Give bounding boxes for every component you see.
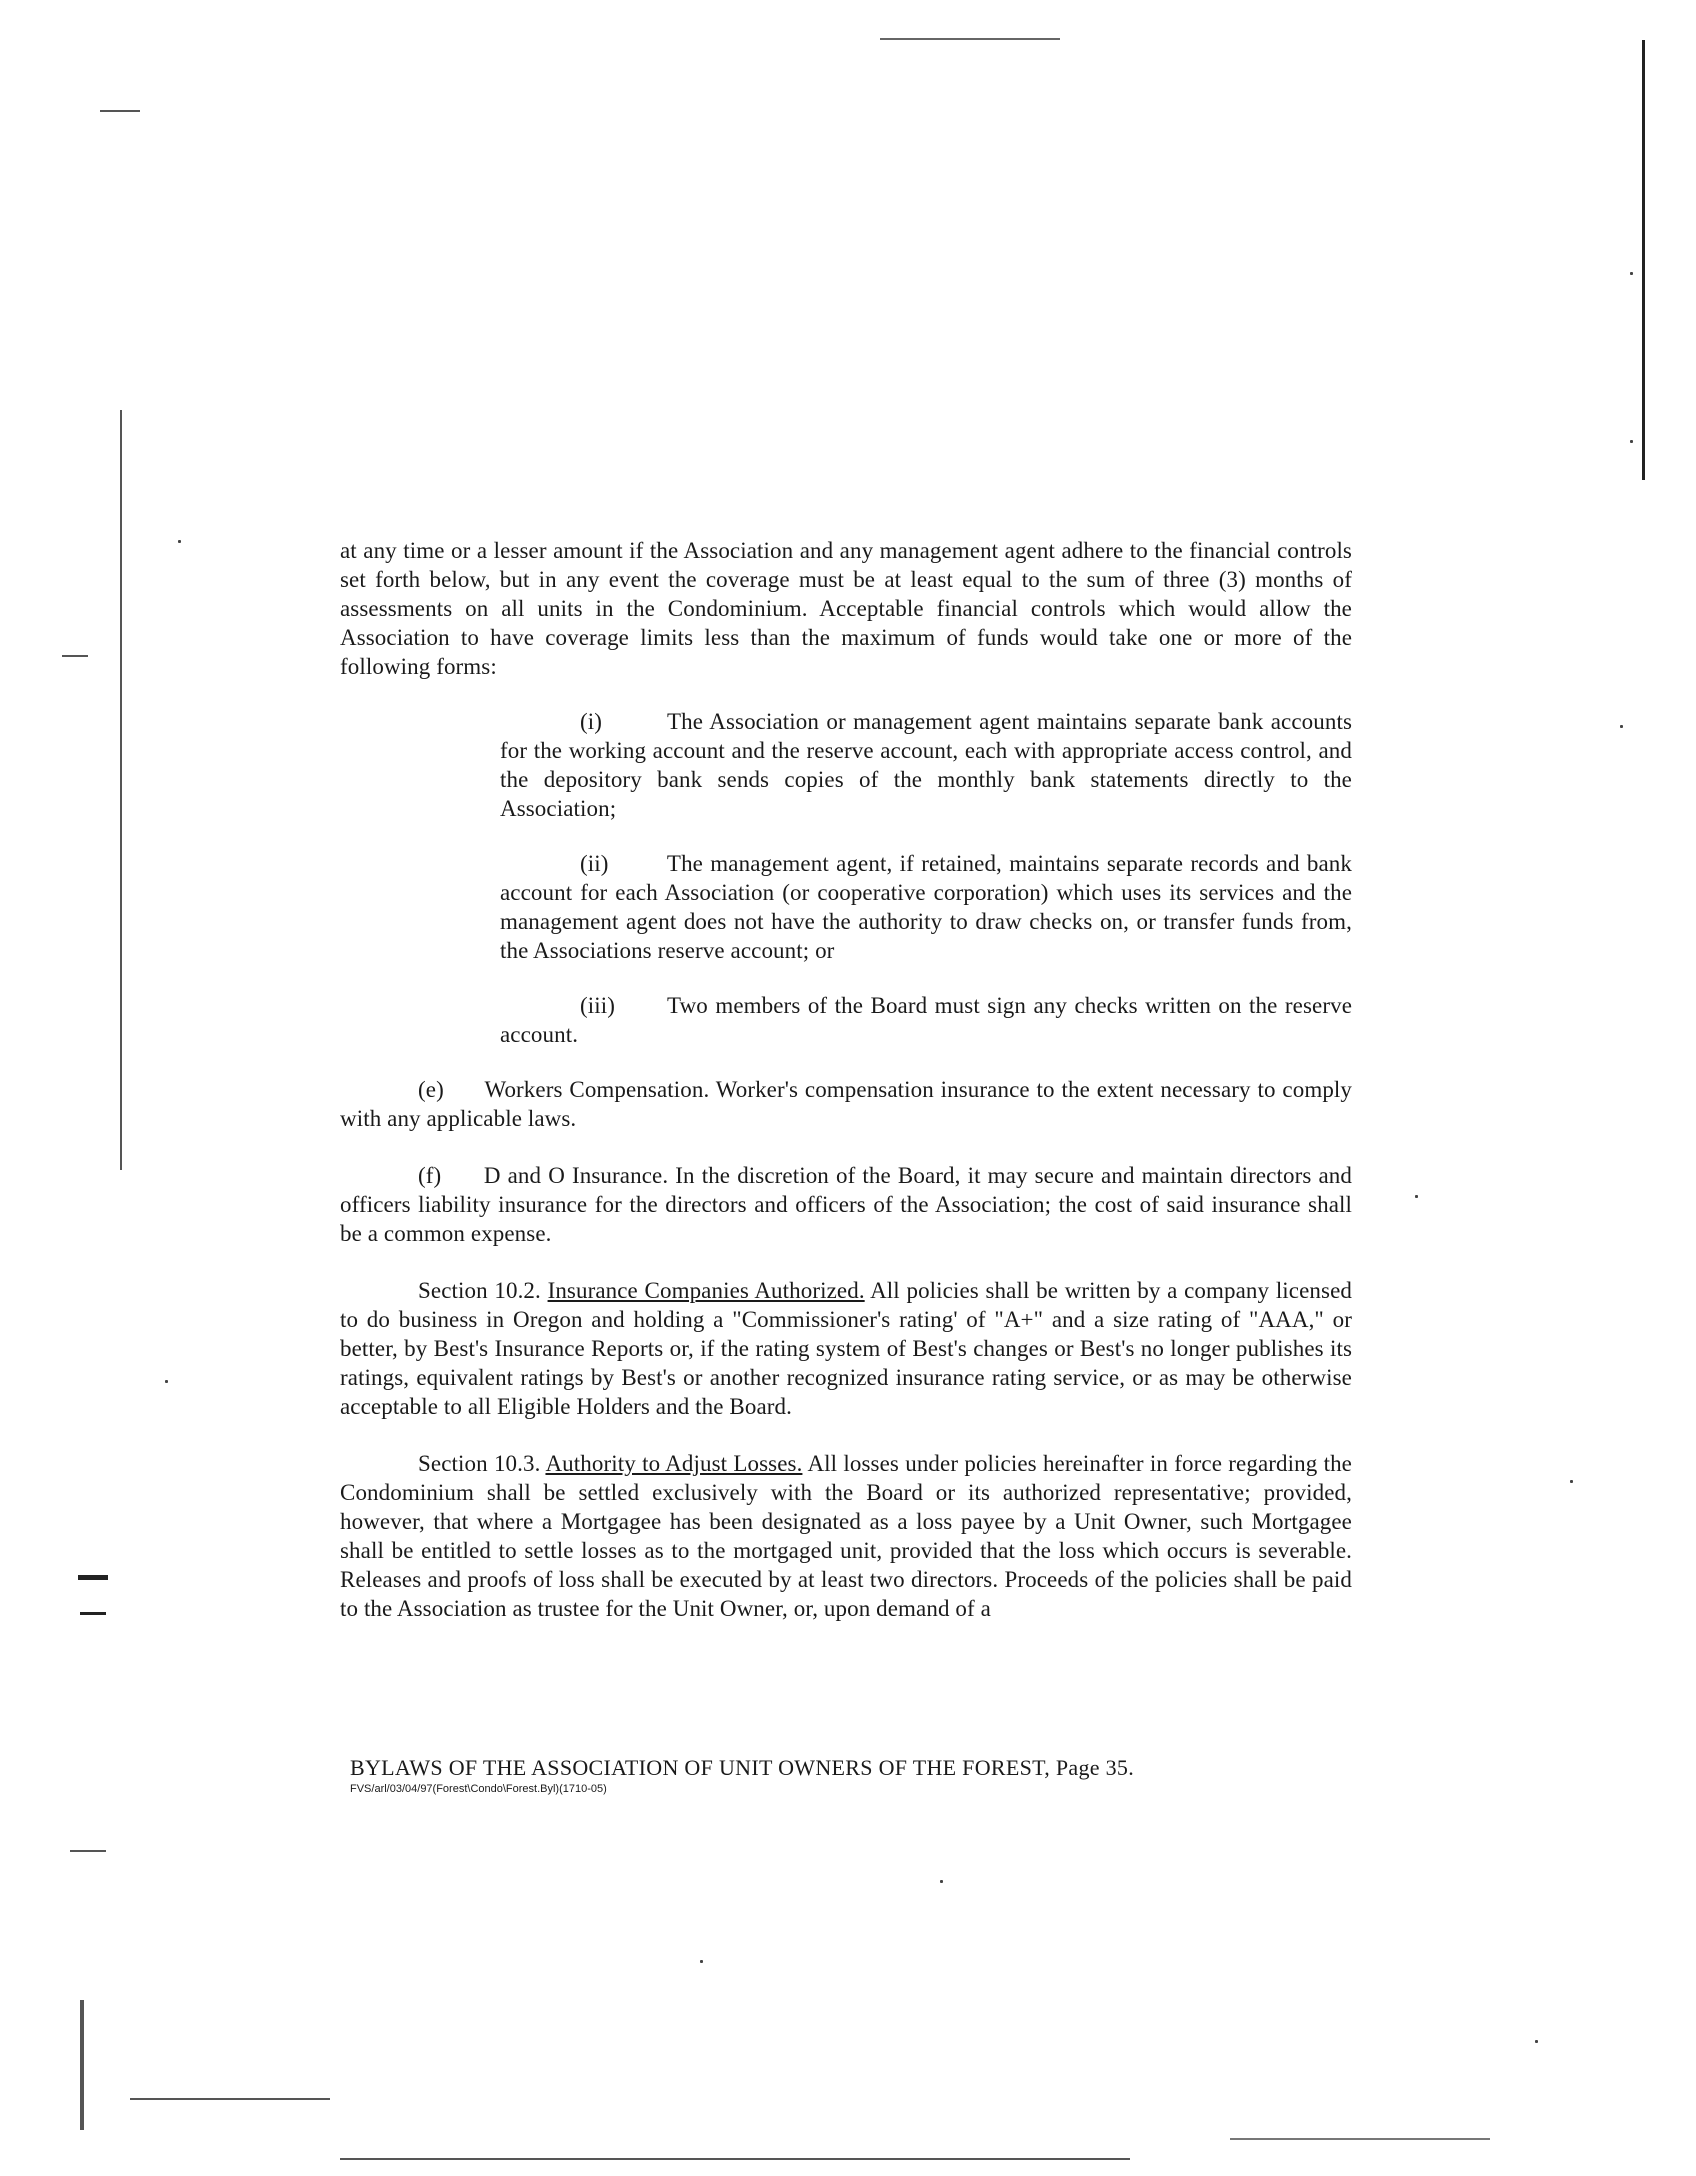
scan-speck: [1630, 440, 1633, 443]
scan-mark: [78, 1575, 108, 1580]
section-10-2-text: All policies shall be written by a company licensed to do business in Oregon and holding a "Commissioner's rating' of "A+" and a size rating of "AAA," or better, by Best's Insurance Reports or, if the rating system of Best's changes or Best's no longer publishes its ratings, equivalent ratings by Best's or another recognized insurance rating service, or as may be otherwise acceptable to all Eligible Holders and the Board.: [340, 1278, 1352, 1419]
footer-title: BYLAWS OF THE ASSOCIATION OF UNIT OWNERS OF THE FOREST, Page 35.: [350, 1755, 1135, 1780]
scan-mark: [62, 655, 88, 657]
section-10-3: [340, 1449, 1352, 1623]
scan-mark: [130, 2098, 330, 2100]
scan-mark: [80, 1612, 106, 1615]
paragraph-e-heading: Workers Compensation.: [484, 1077, 710, 1102]
paragraph-f-heading: D and O Insurance.: [483, 1163, 669, 1188]
scan-speck: [1630, 272, 1633, 275]
controls-list: [500, 707, 1352, 1049]
list-item-text: The Association or management agent maintains separate bank accounts for the working account and the reserve account, each with appropriate access control, and the depository bank sends copies of the monthly bank statements directly to the Association;: [500, 709, 1353, 821]
section-10-3-number: Section 10.3.: [418, 1451, 541, 1476]
section-10-3-heading: Authority to Adjust Losses.: [545, 1451, 803, 1476]
list-item-text: Two members of the Board must sign any checks written on the reserve account.: [500, 993, 1352, 1047]
footer-file-code: FVS/arl/03/04/97(Forest\Condo\Forest.Byl)(1710-05): [350, 1783, 607, 1795]
scan-mark: [1642, 40, 1645, 480]
paragraph-e-text: Worker's compensation insurance to the extent necessary to comply with any applicable laws.: [340, 1077, 1353, 1131]
paragraph-e-label: (e): [418, 1077, 444, 1102]
paragraph-f-text: In the discretion of the Board, it may secure and maintain directors and officers liability insurance for the directors and officers of the Association; the cost of said insurance shall be a common expense.: [340, 1163, 1352, 1246]
scan-speck: [1620, 725, 1623, 728]
list-item-label: (iii): [580, 993, 615, 1018]
list-item-text: The management agent, if retained, maintains separate records and bank account for each Association (or cooperative corporation) which uses its services and the management agent does not have the authority to draw checks on, or transfer funds from, the Associations reserve account; or: [500, 851, 1352, 963]
section-10-2: [340, 1276, 1352, 1421]
paragraph-e: [340, 1075, 1352, 1133]
document-body: [340, 536, 1352, 1651]
paragraph-f: [340, 1161, 1352, 1248]
list-item-label: (ii): [580, 851, 609, 876]
list-item-label: (i): [580, 709, 603, 734]
scan-speck: [700, 1960, 703, 1963]
scan-speck: [1535, 2040, 1538, 2043]
scan-mark: [1230, 2138, 1490, 2140]
list-item: [500, 707, 1352, 823]
scan-mark: [100, 110, 140, 112]
list-item: [500, 991, 1352, 1049]
scan-speck: [178, 540, 181, 543]
intro-paragraph: at any time or a lesser amount if the Association and any management agent adhere to the financial controls set forth below, but in any event the coverage must be at least equal to the sum of three (3) months of assessments on all units in the Condominium. Acceptable financial controls which would allow the Association to have coverage limits less than the maximum of funds would take one or more of the following forms:: [340, 538, 1352, 679]
scan-mark: [70, 1850, 106, 1852]
scan-speck: [940, 1880, 943, 1883]
section-10-2-heading: Insurance Companies Authorized.: [547, 1278, 865, 1303]
scan-mark: [880, 38, 1060, 40]
scan-mark: [120, 410, 122, 1170]
scan-speck: [165, 1380, 168, 1383]
paragraph-f-label: (f): [418, 1163, 442, 1188]
scan-mark: [80, 2000, 84, 2130]
section-10-2-number: Section 10.2.: [418, 1278, 541, 1303]
scan-mark: [340, 2158, 1130, 2160]
page-footer: [350, 1755, 1350, 1795]
scan-speck: [1415, 1195, 1418, 1198]
scan-speck: [1570, 1480, 1573, 1483]
section-10-3-text: All losses under policies hereinafter in force regarding the Condominium shall be settled exclusively with the Board or its authorized representative; provided, however, that where a Mortgagee has been designated as a loss payee by a Unit Owner, such Mortgagee shall be entitled to settle losses as to the mortgaged unit, provided that the loss which occurs is severable. Releases and proofs of loss shall be executed by at least two directors. Proceeds of the policies shall be paid to the Association as trustee for the Unit Owner, or, upon demand of a: [340, 1451, 1352, 1621]
list-item: [500, 849, 1352, 965]
